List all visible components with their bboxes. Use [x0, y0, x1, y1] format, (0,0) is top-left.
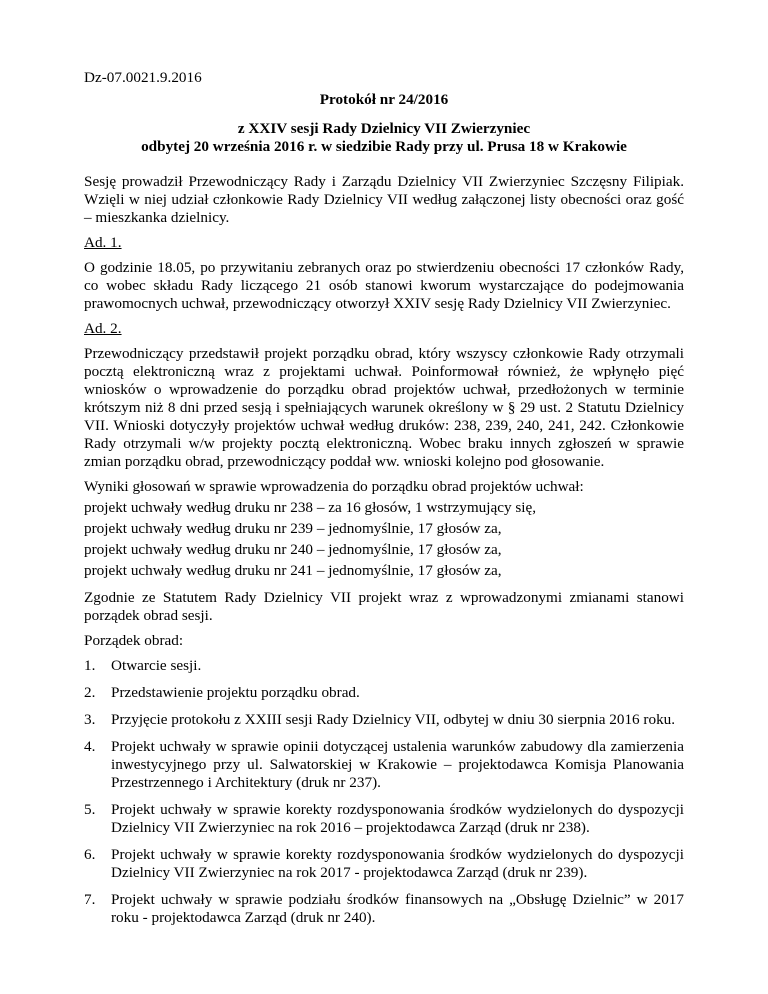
- agenda-item-number: 4.: [84, 738, 96, 755]
- agenda-item-text: Przedstawienie projektu porządku obrad.: [111, 684, 360, 701]
- agenda-item-text: Przyjęcie protokołu z XXIII sesji Rady Dzielnicy VII, odbytej w dniu 30 sierpnia 2016 roku.: [111, 711, 676, 728]
- agenda-item-number: 7.: [84, 891, 96, 908]
- agenda-item-number: 5.: [84, 801, 96, 818]
- votes-intro: Wyniki głosowań w sprawie wprowadzenia do porządku obrad projektów uchwał:: [84, 478, 584, 495]
- agenda-item: [84, 711, 684, 729]
- document-subtitle: [84, 120, 684, 156]
- agenda-item-text: Projekt uchwały w sprawie korekty rozdysponowania środków wydzielonych do dyspozycji Dzielnicy VII Zwierzyniec na rok 2017 - projektodawca Zarząd (druk nr 239).: [111, 846, 684, 881]
- agenda-item-text: Otwarcie sesji.: [111, 657, 202, 674]
- ad1-heading: Ad. 1.: [84, 234, 122, 251]
- agenda-item: [84, 657, 684, 675]
- document-id: Dz-07.0021.9.2016: [84, 69, 202, 86]
- agenda-list: [84, 657, 684, 927]
- agenda-item: [84, 846, 684, 882]
- agenda-item-text: Projekt uchwały w sprawie podziału środków finansowych na „Obsługę Dzielnic” w 2017 roku - projektodawca Zarząd (druk nr 240).: [111, 891, 684, 926]
- agenda-item-number: 2.: [84, 684, 96, 701]
- vote-item: projekt uchwały według druku nr 241 – jednomyślnie, 17 głosów za,: [84, 562, 502, 579]
- agenda-item: [84, 801, 684, 837]
- statute-paragraph: Zgodnie ze Statutem Rady Dzielnicy VII projekt wraz z wprowadzonymi zmianami stanowi porządek obrad sesji.: [84, 589, 684, 624]
- ad2-paragraph: Przewodniczący przedstawił projekt porządku obrad, który wszyscy członkowie Rady otrzymali pocztą elektroniczną wraz z projektami uchwał. Poinformował również, że wpłynęło pięć wniosków o wprowadzenie do porządku obrad projektów uchwał, przedłożonych w terminie krótszym niż 8 dni przed sesją i spełniających warunek określony w § 29 ust. 2 Statutu Dzielnicy VII. Wnioski dotyczyły projektów uchwał według druków: 238, 239, 240, 241, 242. Członkowie Rady otrzymali w/w projekty pocztą elektroniczną. Wobec braku innych zgłoszeń w sprawie zmian porządku obrad, przewodniczący poddał ww. wnioski kolejno pod głosowanie.: [84, 345, 684, 470]
- vote-item: projekt uchwały według druku nr 240 – jednomyślnie, 17 głosów za,: [84, 541, 502, 558]
- vote-item: projekt uchwały według druku nr 239 – jednomyślnie, 17 głosów za,: [84, 520, 502, 537]
- document-title: Protokół nr 24/2016: [319, 91, 449, 108]
- ad2-heading: Ad. 2.: [84, 320, 122, 337]
- agenda-item: [84, 738, 684, 792]
- agenda-item-text: Projekt uchwały w sprawie opinii dotyczącej ustalenia warunków zabudowy dla zamierzenia inwestycyjnego przy ul. Salwatorskiej w Krakowie – projektodawca Komisja Planowania Przestrzennego i Architektury (druk nr 237).: [111, 738, 684, 791]
- subtitle-line-1: z XXIV sesji Rady Dzielnicy VII Zwierzyniec: [237, 120, 531, 137]
- agenda-item-number: 1.: [84, 657, 96, 674]
- agenda-item-text: Projekt uchwały w sprawie korekty rozdysponowania środków wydzielonych do dyspozycji Dzielnicy VII Zwierzyniec na rok 2016 – projektodawca Zarząd (druk nr 238).: [111, 801, 684, 836]
- vote-item: projekt uchwały według druku nr 238 – za 16 głosów, 1 wstrzymujący się,: [84, 499, 537, 516]
- intro-paragraph: Sesję prowadził Przewodniczący Rady i Zarządu Dzielnicy VII Zwierzyniec Szczęsny Filipiak. Wzięli w niej udział członkowie Rady Dzielnicy VII według załączonej listy obecności oraz gość – mieszkanka dzielnicy.: [84, 173, 684, 226]
- agenda-item: [84, 684, 684, 702]
- agenda-label: Porządek obrad:: [84, 632, 184, 649]
- subtitle-line-2: odbytej 20 września 2016 r. w siedzibie Rady przy ul. Prusa 18 w Krakowie: [141, 138, 627, 155]
- agenda-item-number: 6.: [84, 846, 96, 863]
- agenda-item: [84, 891, 684, 927]
- ad1-paragraph: O godzinie 18.05, po przywitaniu zebranych oraz po stwierdzeniu obecności 17 członków Rady, co wobec składu Rady liczącego 21 osób stanowi kworum wystarczające do podejmowania prawomocnych uchwał, przewodniczący otworzył XXIV sesję Rady Dzielnicy VII Zwierzyniec.: [84, 259, 684, 312]
- votes-section: [84, 478, 684, 580]
- agenda-item-number: 3.: [84, 711, 96, 728]
